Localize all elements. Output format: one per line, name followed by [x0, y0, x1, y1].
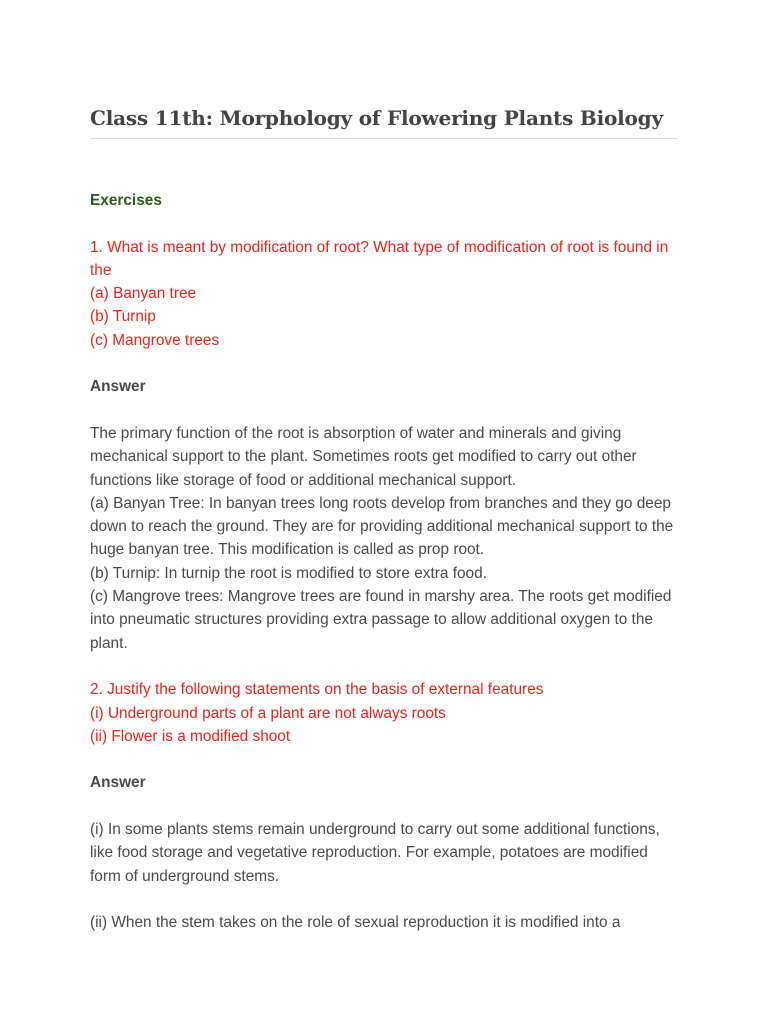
answer-2-part-ii: (ii) When the stem takes on the role of sexual reproduction it is modified into a: [90, 914, 621, 932]
question-1-text: 1. What is meant by modification of root? What type of modification of root is found in the: [90, 238, 669, 279]
answer-1-part-a: (a) Banyan Tree: In banyan trees long roots develop from branches and they go deep down to reach the ground. They are for providing additional mechanical support to the huge banyan tree. This modification is called as prop root.: [90, 494, 674, 559]
page-title: Class 11th: Morphology of Flowering Plants Biology: [90, 106, 678, 139]
question-1: [90, 236, 680, 352]
question-1-option-c: (c) Mangrove trees: [90, 331, 220, 349]
document-body: [90, 189, 680, 958]
answer-2-label: Answer: [90, 774, 146, 792]
answer-2-part-i: (i) In some plants stems remain underground to carry out some additional functions, like food storage and vegetative reproduction. For example, potatoes are modified form of underground stems.: [90, 821, 660, 885]
answer-1-part-c: (c) Mangrove trees: Mangrove trees are found in marshy area. The roots get modified into pneumatic structures providing extra passage to allow additional oxygen to the plant.: [90, 588, 672, 652]
answer-1-label: Answer: [90, 378, 146, 396]
answer-1-intro: The primary function of the root is absorption of water and minerals and giving mechanical support to the plant. Sometimes roots get modified to carry out other functions like storage of food or additional mechanical support.: [90, 424, 637, 489]
answer-1: [90, 422, 680, 655]
question-2-text: 2. Justify the following statements on the basis of external features: [90, 681, 544, 699]
question-1-option-a: (a) Banyan tree: [90, 285, 197, 303]
question-2-statement-ii: (ii) Flower is a modified shoot: [90, 727, 291, 745]
section-heading: Exercises: [90, 192, 162, 209]
question-2: [90, 678, 680, 748]
question-1-option-b: (b) Turnip: [90, 308, 156, 326]
answer-1-part-b: (b) Turnip: In turnip the root is modified to store extra food.: [90, 564, 487, 582]
question-2-statement-i: (i) Underground parts of a plant are not always roots: [90, 704, 446, 722]
